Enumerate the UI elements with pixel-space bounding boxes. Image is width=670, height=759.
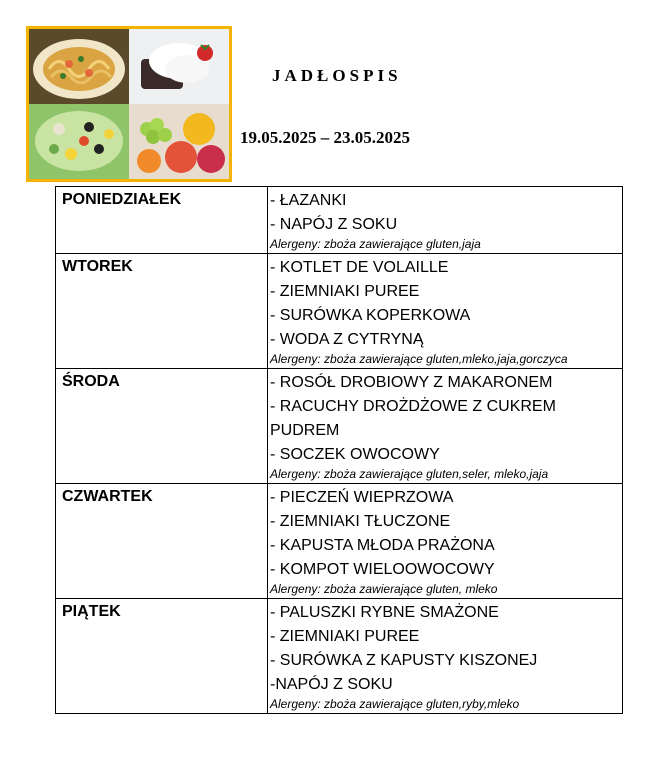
date-range: 19.05.2025 – 23.05.2025	[240, 128, 410, 147]
dish-item: - ROSÓŁ DROBIOWY Z MAKARONEM	[270, 374, 553, 391]
dish-item: -NAPÓJ Z SOKU	[270, 676, 393, 693]
dish-item: - KOMPOT WIELOOWOCOWY	[270, 561, 495, 578]
dish-item: - ŁAZANKI	[270, 192, 347, 209]
page-title: JADŁOSPIS	[272, 66, 402, 85]
day-label: CZWARTEK	[56, 484, 268, 599]
dish-item: - ZIEMNIAKI PUREE	[270, 283, 420, 300]
dishes-cell	[268, 369, 623, 484]
day-label: ŚRODA	[56, 369, 268, 484]
allergens-note: Alergeny: zboża zawierające gluten,ryby,mleko	[270, 697, 520, 711]
table-row	[56, 187, 623, 254]
dish-item: - KAPUSTA MŁODA PRAŻONA	[270, 537, 495, 554]
menu-table	[55, 186, 623, 714]
day-label: PONIEDZIAŁEK	[56, 187, 268, 254]
dish-item: - ZIEMNIAKI PUREE	[270, 628, 420, 645]
food-collage-image	[26, 26, 232, 182]
dishes-cell	[268, 187, 623, 254]
dish-item: - PALUSZKI RYBNE SMAŻONE	[270, 604, 499, 621]
dessert-photo	[129, 29, 229, 104]
dishes-cell	[268, 254, 623, 369]
dishes-cell	[268, 484, 623, 599]
table-row	[56, 484, 623, 599]
table-row	[56, 369, 623, 484]
table-row	[56, 599, 623, 714]
fruit-photo	[129, 104, 229, 179]
dish-item: - NAPÓJ Z SOKU	[270, 216, 398, 233]
dish-item: - RACUCHY DROŻDŻOWE Z CUKREM PUDREM	[270, 398, 556, 439]
dish-item: - PIECZEŃ WIEPRZOWA	[270, 489, 454, 506]
dish-item: - SURÓWKA Z KAPUSTY KISZONEJ	[270, 652, 538, 669]
dish-item: - SOCZEK OWOCOWY	[270, 446, 440, 463]
dish-item: - WODA Z CYTRYNĄ	[270, 331, 424, 348]
salad-photo	[29, 104, 129, 179]
allergens-note: Alergeny: zboża zawierające gluten,mleko,jaja,gorczyca	[270, 352, 568, 366]
dishes-cell	[268, 599, 623, 714]
day-label: WTOREK	[56, 254, 268, 369]
table-row	[56, 254, 623, 369]
day-label: PIĄTEK	[56, 599, 268, 714]
dish-item: - KOTLET DE VOLAILLE	[270, 259, 449, 276]
allergens-note: Alergeny: zboża zawierające gluten,seler, mleko,jaja	[270, 467, 549, 481]
dish-item: - ZIEMNIAKI TŁUCZONE	[270, 513, 451, 530]
dish-item: - SURÓWKA KOPERKOWA	[270, 307, 471, 324]
allergens-note: Alergeny: zboża zawierające gluten,jaja	[270, 237, 481, 251]
pasta-dish-photo	[29, 29, 129, 104]
allergens-note: Alergeny: zboża zawierające gluten, mleko	[270, 582, 498, 596]
